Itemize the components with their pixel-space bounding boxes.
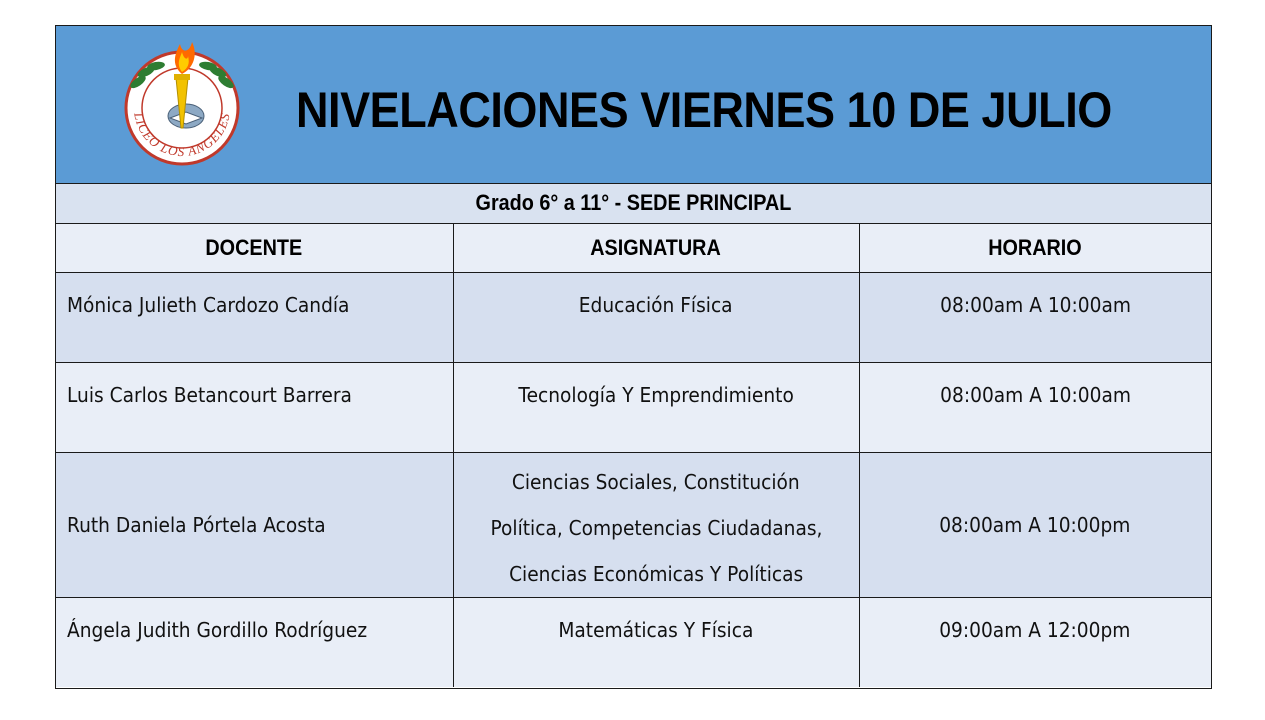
page-title: NIVELACIONES VIERNES 10 DE JULIO xyxy=(296,82,1112,138)
table-row xyxy=(56,453,1211,598)
torch-laurel-crest-icon xyxy=(120,38,244,166)
cell-asignatura: Educación Física xyxy=(453,273,859,363)
cell-asignatura: Matemáticas Y Física xyxy=(453,598,859,687)
cell-docente: Ruth Daniela Pórtela Acosta xyxy=(56,453,453,598)
column-header-asignatura: ASIGNATURA xyxy=(453,224,859,273)
svg-text:LICEO LOS ANGELES: LICEO LOS ANGELES xyxy=(131,111,233,160)
cell-asignatura: Tecnología Y Emprendimiento xyxy=(453,363,859,453)
cell-horario: 08:00am A 10:00pm xyxy=(859,453,1211,598)
schedule-sheet xyxy=(55,25,1212,689)
cell-docente: Luis Carlos Betancourt Barrera xyxy=(56,363,453,453)
cell-asignatura: Ciencias Sociales, Constitución Política, Competencias Ciudadanas, Ciencias Económicas Y Políticas xyxy=(453,453,859,598)
cell-docente: Mónica Julieth Cardozo Candía xyxy=(56,273,453,363)
subtitle-text: Grado 6° a 11° - SEDE PRINCIPAL xyxy=(475,190,792,215)
column-header-horario: HORARIO xyxy=(859,224,1211,273)
column-header-docente: DOCENTE xyxy=(56,224,453,273)
header-banner xyxy=(56,26,1211,184)
cell-horario: 08:00am A 10:00am xyxy=(859,363,1211,453)
table-row xyxy=(56,598,1211,687)
cell-horario: 08:00am A 10:00am xyxy=(859,273,1211,363)
cell-horario: 09:00am A 12:00pm xyxy=(859,598,1211,687)
section-subtitle xyxy=(56,184,1211,224)
schedule-table xyxy=(56,224,1211,687)
table-row xyxy=(56,363,1211,453)
cell-docente: Ángela Judith Gordillo Rodríguez xyxy=(56,598,453,687)
table-header-row xyxy=(56,224,1211,273)
table-row xyxy=(56,273,1211,363)
